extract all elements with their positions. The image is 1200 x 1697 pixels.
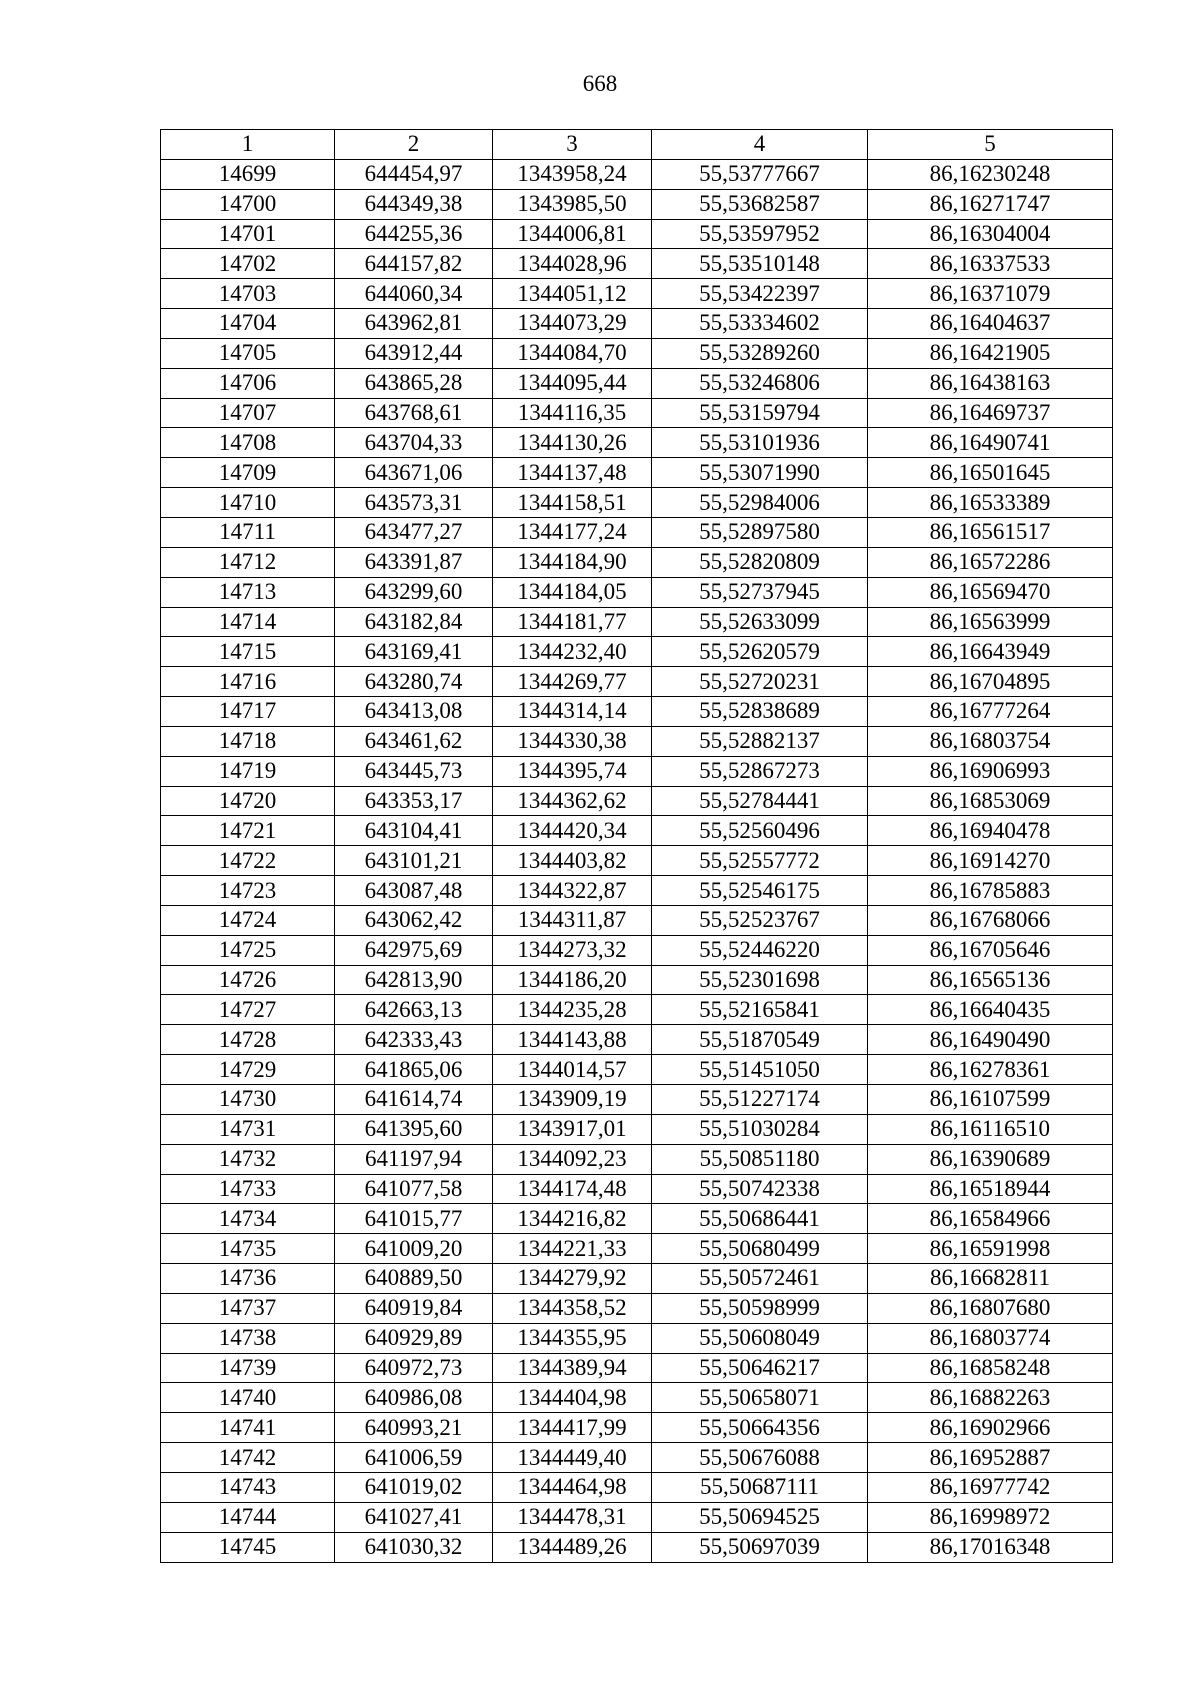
latitude-cell: 55,53159794 xyxy=(652,398,868,428)
point-number-cell: 14716 xyxy=(161,667,335,697)
point-number-cell: 14728 xyxy=(161,1025,335,1055)
table-row xyxy=(161,607,1113,637)
latitude-cell: 55,52546175 xyxy=(652,876,868,906)
latitude-cell: 55,50694525 xyxy=(652,1502,868,1532)
longitude-cell: 86,17016348 xyxy=(868,1532,1113,1562)
point-number-cell: 14739 xyxy=(161,1353,335,1383)
point-number-cell: 14709 xyxy=(161,458,335,488)
y-coordinate-cell: 1344130,26 xyxy=(493,428,652,458)
x-coordinate-cell: 643671,06 xyxy=(335,458,493,488)
y-coordinate-cell: 1344221,33 xyxy=(493,1234,652,1264)
table-row xyxy=(161,219,1113,249)
table-row xyxy=(161,577,1113,607)
longitude-cell: 86,16591998 xyxy=(868,1234,1113,1264)
table-row xyxy=(161,1472,1113,1502)
point-number-cell: 14740 xyxy=(161,1383,335,1413)
y-coordinate-cell: 1344362,62 xyxy=(493,786,652,816)
table-row xyxy=(161,1144,1113,1174)
y-coordinate-cell: 1344395,74 xyxy=(493,756,652,786)
latitude-cell: 55,52867273 xyxy=(652,756,868,786)
x-coordinate-cell: 643962,81 xyxy=(335,309,493,339)
longitude-cell: 86,16768066 xyxy=(868,905,1113,935)
column-header-5: 5 xyxy=(868,130,1113,160)
longitude-cell: 86,16977742 xyxy=(868,1472,1113,1502)
latitude-cell: 55,50697039 xyxy=(652,1532,868,1562)
table-row xyxy=(161,1323,1113,1353)
point-number-cell: 14732 xyxy=(161,1144,335,1174)
longitude-cell: 86,16371079 xyxy=(868,279,1113,309)
x-coordinate-cell: 641614,74 xyxy=(335,1085,493,1115)
point-number-cell: 14720 xyxy=(161,786,335,816)
x-coordinate-cell: 642333,43 xyxy=(335,1025,493,1055)
longitude-cell: 86,16337533 xyxy=(868,249,1113,279)
x-coordinate-cell: 640993,21 xyxy=(335,1413,493,1443)
table-row xyxy=(161,1114,1113,1144)
longitude-cell: 86,16561517 xyxy=(868,517,1113,547)
y-coordinate-cell: 1344186,20 xyxy=(493,965,652,995)
y-coordinate-cell: 1344355,95 xyxy=(493,1323,652,1353)
y-coordinate-cell: 1344014,57 xyxy=(493,1055,652,1085)
x-coordinate-cell: 643461,62 xyxy=(335,726,493,756)
point-number-cell: 14708 xyxy=(161,428,335,458)
y-coordinate-cell: 1344489,26 xyxy=(493,1532,652,1562)
table-row xyxy=(161,935,1113,965)
point-number-cell: 14700 xyxy=(161,189,335,219)
x-coordinate-cell: 641865,06 xyxy=(335,1055,493,1085)
x-coordinate-cell: 644454,97 xyxy=(335,159,493,189)
y-coordinate-cell: 1344051,12 xyxy=(493,279,652,309)
y-coordinate-cell: 1343909,19 xyxy=(493,1085,652,1115)
table-row xyxy=(161,488,1113,518)
point-number-cell: 14735 xyxy=(161,1234,335,1264)
longitude-cell: 86,16533389 xyxy=(868,488,1113,518)
column-header-3: 3 xyxy=(493,130,652,160)
table-row xyxy=(161,1234,1113,1264)
point-number-cell: 14719 xyxy=(161,756,335,786)
x-coordinate-cell: 641015,77 xyxy=(335,1204,493,1234)
table-row xyxy=(161,637,1113,667)
x-coordinate-cell: 644255,36 xyxy=(335,219,493,249)
latitude-cell: 55,51030284 xyxy=(652,1114,868,1144)
latitude-cell: 55,53422397 xyxy=(652,279,868,309)
point-number-cell: 14722 xyxy=(161,846,335,876)
point-number-cell: 14726 xyxy=(161,965,335,995)
longitude-cell: 86,16404637 xyxy=(868,309,1113,339)
x-coordinate-cell: 643413,08 xyxy=(335,697,493,727)
point-number-cell: 14710 xyxy=(161,488,335,518)
x-coordinate-cell: 643280,74 xyxy=(335,667,493,697)
longitude-cell: 86,16501645 xyxy=(868,458,1113,488)
table-row xyxy=(161,846,1113,876)
longitude-cell: 86,16572286 xyxy=(868,547,1113,577)
x-coordinate-cell: 641019,02 xyxy=(335,1472,493,1502)
latitude-cell: 55,52737945 xyxy=(652,577,868,607)
y-coordinate-cell: 1344137,48 xyxy=(493,458,652,488)
longitude-cell: 86,16682811 xyxy=(868,1264,1113,1294)
point-number-cell: 14742 xyxy=(161,1443,335,1473)
table-row xyxy=(161,697,1113,727)
longitude-cell: 86,16390689 xyxy=(868,1144,1113,1174)
x-coordinate-cell: 641395,60 xyxy=(335,1114,493,1144)
longitude-cell: 86,16803754 xyxy=(868,726,1113,756)
x-coordinate-cell: 642813,90 xyxy=(335,965,493,995)
longitude-cell: 86,16490490 xyxy=(868,1025,1113,1055)
table-row xyxy=(161,756,1113,786)
point-number-cell: 14704 xyxy=(161,309,335,339)
y-coordinate-cell: 1344028,96 xyxy=(493,249,652,279)
latitude-cell: 55,52820809 xyxy=(652,547,868,577)
longitude-cell: 86,16565136 xyxy=(868,965,1113,995)
x-coordinate-cell: 640929,89 xyxy=(335,1323,493,1353)
table-row xyxy=(161,1264,1113,1294)
y-coordinate-cell: 1344174,48 xyxy=(493,1174,652,1204)
point-number-cell: 14744 xyxy=(161,1502,335,1532)
latitude-cell: 55,53289260 xyxy=(652,338,868,368)
y-coordinate-cell: 1344389,94 xyxy=(493,1353,652,1383)
y-coordinate-cell: 1344478,31 xyxy=(493,1502,652,1532)
y-coordinate-cell: 1344279,92 xyxy=(493,1264,652,1294)
point-number-cell: 14702 xyxy=(161,249,335,279)
y-coordinate-cell: 1343917,01 xyxy=(493,1114,652,1144)
x-coordinate-cell: 643704,33 xyxy=(335,428,493,458)
y-coordinate-cell: 1344181,77 xyxy=(493,607,652,637)
column-header-2: 2 xyxy=(335,130,493,160)
table-row xyxy=(161,876,1113,906)
x-coordinate-cell: 644157,82 xyxy=(335,249,493,279)
y-coordinate-cell: 1344269,77 xyxy=(493,667,652,697)
y-coordinate-cell: 1344311,87 xyxy=(493,905,652,935)
table-row xyxy=(161,458,1113,488)
latitude-cell: 55,50686441 xyxy=(652,1204,868,1234)
point-number-cell: 14743 xyxy=(161,1472,335,1502)
point-number-cell: 14723 xyxy=(161,876,335,906)
longitude-cell: 86,16569470 xyxy=(868,577,1113,607)
point-number-cell: 14715 xyxy=(161,637,335,667)
y-coordinate-cell: 1344330,38 xyxy=(493,726,652,756)
table-row xyxy=(161,517,1113,547)
table-row xyxy=(161,995,1113,1025)
latitude-cell: 55,50676088 xyxy=(652,1443,868,1473)
longitude-cell: 86,16271747 xyxy=(868,189,1113,219)
y-coordinate-cell: 1344420,34 xyxy=(493,816,652,846)
point-number-cell: 14731 xyxy=(161,1114,335,1144)
longitude-cell: 86,16705646 xyxy=(868,935,1113,965)
x-coordinate-cell: 643104,41 xyxy=(335,816,493,846)
table-row xyxy=(161,905,1113,935)
latitude-cell: 55,50646217 xyxy=(652,1353,868,1383)
latitude-cell: 55,52897580 xyxy=(652,517,868,547)
x-coordinate-cell: 643299,60 xyxy=(335,577,493,607)
x-coordinate-cell: 641006,59 xyxy=(335,1443,493,1473)
latitude-cell: 55,52301698 xyxy=(652,965,868,995)
y-coordinate-cell: 1343985,50 xyxy=(493,189,652,219)
longitude-cell: 86,16906993 xyxy=(868,756,1113,786)
longitude-cell: 86,16278361 xyxy=(868,1055,1113,1085)
longitude-cell: 86,16807680 xyxy=(868,1293,1113,1323)
x-coordinate-cell: 640919,84 xyxy=(335,1293,493,1323)
point-number-cell: 14729 xyxy=(161,1055,335,1085)
latitude-cell: 55,52560496 xyxy=(652,816,868,846)
table-row xyxy=(161,338,1113,368)
longitude-cell: 86,16952887 xyxy=(868,1443,1113,1473)
x-coordinate-cell: 641027,41 xyxy=(335,1502,493,1532)
point-number-cell: 14727 xyxy=(161,995,335,1025)
coordinates-table xyxy=(160,129,1113,1563)
point-number-cell: 14712 xyxy=(161,547,335,577)
x-coordinate-cell: 643445,73 xyxy=(335,756,493,786)
point-number-cell: 14737 xyxy=(161,1293,335,1323)
longitude-cell: 86,16777264 xyxy=(868,697,1113,727)
x-coordinate-cell: 641009,20 xyxy=(335,1234,493,1264)
x-coordinate-cell: 643087,48 xyxy=(335,876,493,906)
longitude-cell: 86,16518944 xyxy=(868,1174,1113,1204)
point-number-cell: 14706 xyxy=(161,368,335,398)
point-number-cell: 14725 xyxy=(161,935,335,965)
y-coordinate-cell: 1344417,99 xyxy=(493,1413,652,1443)
point-number-cell: 14738 xyxy=(161,1323,335,1353)
y-coordinate-cell: 1344322,87 xyxy=(493,876,652,906)
y-coordinate-cell: 1344116,35 xyxy=(493,398,652,428)
latitude-cell: 55,53101936 xyxy=(652,428,868,458)
table-row xyxy=(161,965,1113,995)
table-row xyxy=(161,1293,1113,1323)
x-coordinate-cell: 643912,44 xyxy=(335,338,493,368)
table-row xyxy=(161,816,1113,846)
point-number-cell: 14730 xyxy=(161,1085,335,1115)
x-coordinate-cell: 643169,41 xyxy=(335,637,493,667)
longitude-cell: 86,16584966 xyxy=(868,1204,1113,1234)
latitude-cell: 55,53777667 xyxy=(652,159,868,189)
table-row xyxy=(161,1174,1113,1204)
x-coordinate-cell: 643353,17 xyxy=(335,786,493,816)
y-coordinate-cell: 1344449,40 xyxy=(493,1443,652,1473)
point-number-cell: 14721 xyxy=(161,816,335,846)
point-number-cell: 14703 xyxy=(161,279,335,309)
y-coordinate-cell: 1344095,44 xyxy=(493,368,652,398)
latitude-cell: 55,50572461 xyxy=(652,1264,868,1294)
table-row xyxy=(161,547,1113,577)
latitude-cell: 55,52984006 xyxy=(652,488,868,518)
point-number-cell: 14718 xyxy=(161,726,335,756)
longitude-cell: 86,16563999 xyxy=(868,607,1113,637)
x-coordinate-cell: 642663,13 xyxy=(335,995,493,1025)
x-coordinate-cell: 644349,38 xyxy=(335,189,493,219)
longitude-cell: 86,16803774 xyxy=(868,1323,1113,1353)
point-number-cell: 14736 xyxy=(161,1264,335,1294)
latitude-cell: 55,52523767 xyxy=(652,905,868,935)
latitude-cell: 55,52557772 xyxy=(652,846,868,876)
longitude-cell: 86,16421905 xyxy=(868,338,1113,368)
y-coordinate-cell: 1344216,82 xyxy=(493,1204,652,1234)
table-row xyxy=(161,249,1113,279)
table-row xyxy=(161,1443,1113,1473)
latitude-cell: 55,52838689 xyxy=(652,697,868,727)
longitude-cell: 86,16107599 xyxy=(868,1085,1113,1115)
y-coordinate-cell: 1344006,81 xyxy=(493,219,652,249)
longitude-cell: 86,16882263 xyxy=(868,1383,1113,1413)
y-coordinate-cell: 1344232,40 xyxy=(493,637,652,667)
table-row xyxy=(161,667,1113,697)
latitude-cell: 55,53682587 xyxy=(652,189,868,219)
longitude-cell: 86,16304004 xyxy=(868,219,1113,249)
y-coordinate-cell: 1344184,05 xyxy=(493,577,652,607)
latitude-cell: 55,51451050 xyxy=(652,1055,868,1085)
longitude-cell: 86,16116510 xyxy=(868,1114,1113,1144)
table-row xyxy=(161,309,1113,339)
x-coordinate-cell: 644060,34 xyxy=(335,279,493,309)
point-number-cell: 14745 xyxy=(161,1532,335,1562)
latitude-cell: 55,50680499 xyxy=(652,1234,868,1264)
latitude-cell: 55,52446220 xyxy=(652,935,868,965)
longitude-cell: 86,16914270 xyxy=(868,846,1113,876)
table-row xyxy=(161,398,1113,428)
longitude-cell: 86,16940478 xyxy=(868,816,1113,846)
y-coordinate-cell: 1344084,70 xyxy=(493,338,652,368)
point-number-cell: 14717 xyxy=(161,697,335,727)
point-number-cell: 14705 xyxy=(161,338,335,368)
y-coordinate-cell: 1344158,51 xyxy=(493,488,652,518)
point-number-cell: 14713 xyxy=(161,577,335,607)
y-coordinate-cell: 1344314,14 xyxy=(493,697,652,727)
table-row xyxy=(161,726,1113,756)
table-row xyxy=(161,1025,1113,1055)
latitude-cell: 55,53334602 xyxy=(652,309,868,339)
table-row xyxy=(161,1383,1113,1413)
table-row xyxy=(161,1502,1113,1532)
x-coordinate-cell: 643477,27 xyxy=(335,517,493,547)
longitude-cell: 86,16469737 xyxy=(868,398,1113,428)
latitude-cell: 55,51870549 xyxy=(652,1025,868,1055)
table-row xyxy=(161,428,1113,458)
y-coordinate-cell: 1343958,24 xyxy=(493,159,652,189)
x-coordinate-cell: 643101,21 xyxy=(335,846,493,876)
table-row xyxy=(161,1204,1113,1234)
latitude-cell: 55,52165841 xyxy=(652,995,868,1025)
x-coordinate-cell: 641030,32 xyxy=(335,1532,493,1562)
y-coordinate-cell: 1344073,29 xyxy=(493,309,652,339)
point-number-cell: 14741 xyxy=(161,1413,335,1443)
latitude-cell: 55,52720231 xyxy=(652,667,868,697)
table-row xyxy=(161,368,1113,398)
latitude-cell: 55,52784441 xyxy=(652,786,868,816)
y-coordinate-cell: 1344235,28 xyxy=(493,995,652,1025)
point-number-cell: 14724 xyxy=(161,905,335,935)
y-coordinate-cell: 1344403,82 xyxy=(493,846,652,876)
x-coordinate-cell: 643391,87 xyxy=(335,547,493,577)
y-coordinate-cell: 1344358,52 xyxy=(493,1293,652,1323)
table-row xyxy=(161,159,1113,189)
longitude-cell: 86,16438163 xyxy=(868,368,1113,398)
y-coordinate-cell: 1344184,90 xyxy=(493,547,652,577)
y-coordinate-cell: 1344404,98 xyxy=(493,1383,652,1413)
point-number-cell: 14699 xyxy=(161,159,335,189)
longitude-cell: 86,16643949 xyxy=(868,637,1113,667)
latitude-cell: 55,50608049 xyxy=(652,1323,868,1353)
longitude-cell: 86,16858248 xyxy=(868,1353,1113,1383)
table-row xyxy=(161,1532,1113,1562)
latitude-cell: 55,50658071 xyxy=(652,1383,868,1413)
latitude-cell: 55,51227174 xyxy=(652,1085,868,1115)
longitude-cell: 86,16998972 xyxy=(868,1502,1113,1532)
longitude-cell: 86,16490741 xyxy=(868,428,1113,458)
latitude-cell: 55,53246806 xyxy=(652,368,868,398)
x-coordinate-cell: 640986,08 xyxy=(335,1383,493,1413)
x-coordinate-cell: 643573,31 xyxy=(335,488,493,518)
x-coordinate-cell: 640972,73 xyxy=(335,1353,493,1383)
x-coordinate-cell: 643865,28 xyxy=(335,368,493,398)
column-header-1: 1 xyxy=(161,130,335,160)
table-row xyxy=(161,189,1113,219)
point-number-cell: 14714 xyxy=(161,607,335,637)
latitude-cell: 55,50742338 xyxy=(652,1174,868,1204)
table-row xyxy=(161,1353,1113,1383)
table-header-row xyxy=(161,130,1113,160)
column-header-4: 4 xyxy=(652,130,868,160)
page-number: 668 xyxy=(582,71,618,96)
table-row xyxy=(161,786,1113,816)
point-number-cell: 14711 xyxy=(161,517,335,547)
longitude-cell: 86,16785883 xyxy=(868,876,1113,906)
table-row xyxy=(161,1055,1113,1085)
point-number-cell: 14701 xyxy=(161,219,335,249)
table-row xyxy=(161,279,1113,309)
y-coordinate-cell: 1344464,98 xyxy=(493,1472,652,1502)
y-coordinate-cell: 1344092,23 xyxy=(493,1144,652,1174)
longitude-cell: 86,16902966 xyxy=(868,1413,1113,1443)
table-row xyxy=(161,1413,1113,1443)
latitude-cell: 55,53510148 xyxy=(652,249,868,279)
point-number-cell: 14734 xyxy=(161,1204,335,1234)
x-coordinate-cell: 641077,58 xyxy=(335,1174,493,1204)
x-coordinate-cell: 643768,61 xyxy=(335,398,493,428)
latitude-cell: 55,52620579 xyxy=(652,637,868,667)
longitude-cell: 86,16230248 xyxy=(868,159,1113,189)
latitude-cell: 55,53071990 xyxy=(652,458,868,488)
longitude-cell: 86,16853069 xyxy=(868,786,1113,816)
point-number-cell: 14707 xyxy=(161,398,335,428)
latitude-cell: 55,50687111 xyxy=(652,1472,868,1502)
x-coordinate-cell: 641197,94 xyxy=(335,1144,493,1174)
x-coordinate-cell: 643062,42 xyxy=(335,905,493,935)
longitude-cell: 86,16640435 xyxy=(868,995,1113,1025)
latitude-cell: 55,52882137 xyxy=(652,726,868,756)
latitude-cell: 55,50851180 xyxy=(652,1144,868,1174)
latitude-cell: 55,53597952 xyxy=(652,219,868,249)
y-coordinate-cell: 1344177,24 xyxy=(493,517,652,547)
x-coordinate-cell: 643182,84 xyxy=(335,607,493,637)
table-row xyxy=(161,1085,1113,1115)
y-coordinate-cell: 1344143,88 xyxy=(493,1025,652,1055)
x-coordinate-cell: 640889,50 xyxy=(335,1264,493,1294)
table-body xyxy=(161,159,1113,1562)
latitude-cell: 55,50598999 xyxy=(652,1293,868,1323)
latitude-cell: 55,52633099 xyxy=(652,607,868,637)
point-number-cell: 14733 xyxy=(161,1174,335,1204)
y-coordinate-cell: 1344273,32 xyxy=(493,935,652,965)
longitude-cell: 86,16704895 xyxy=(868,667,1113,697)
latitude-cell: 55,50664356 xyxy=(652,1413,868,1443)
x-coordinate-cell: 642975,69 xyxy=(335,935,493,965)
